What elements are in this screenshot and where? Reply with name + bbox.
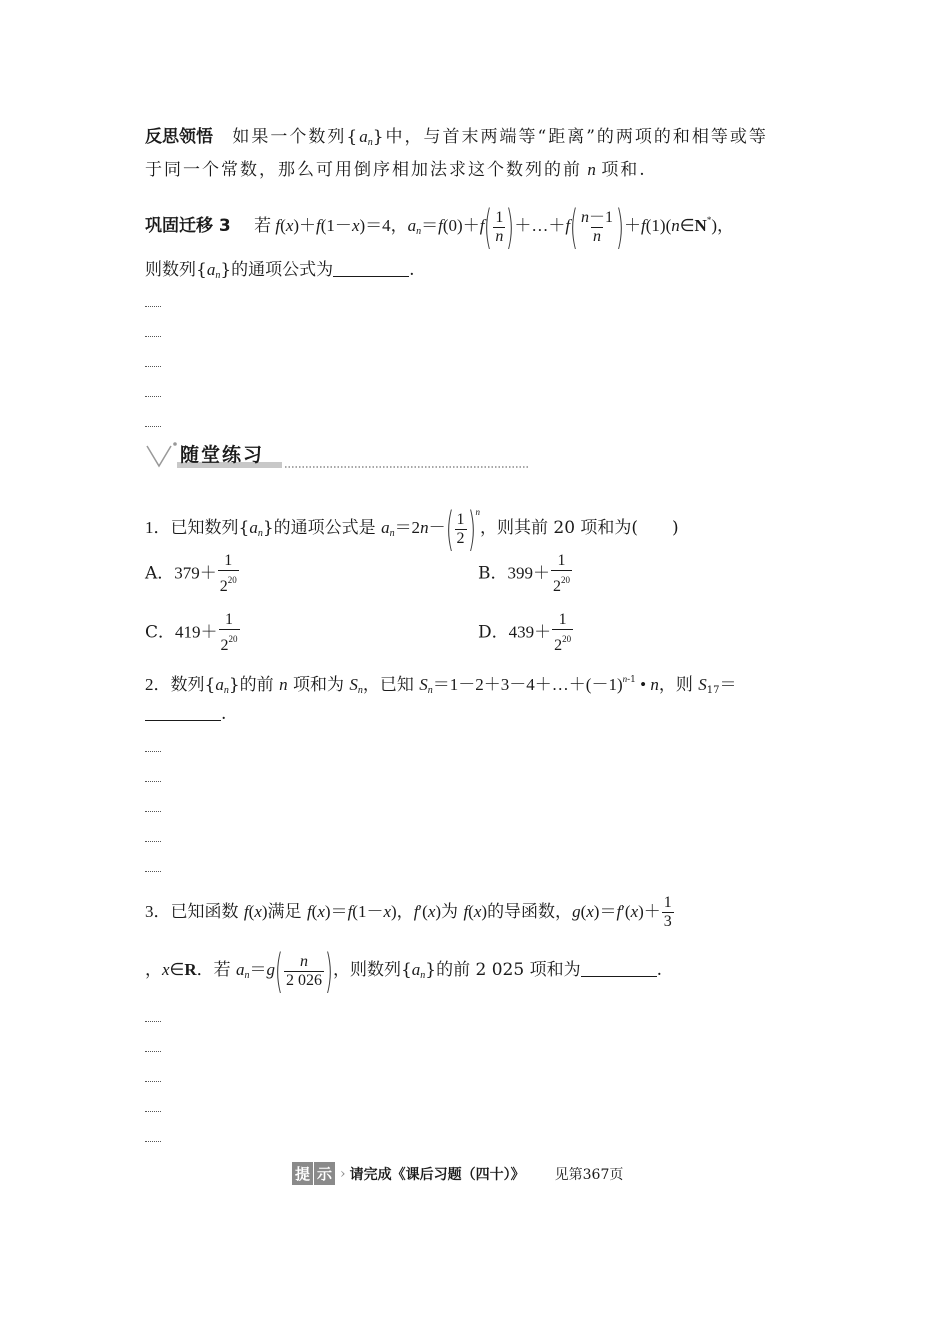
answer-blank[interactable] <box>145 702 221 721</box>
reflection-label: 反思领悟 <box>145 127 213 147</box>
option-d[interactable]: D．439＋ $\frac{1}{2^{20}}$ <box>478 611 572 654</box>
dotted-line <box>145 366 161 367</box>
question-3-line-2: ，x∈R．若 $a_n=g$( $\frac{n}{2 026}$ )，则数列$\{a_n\}$的前 2 025 项和为 . <box>145 944 662 999</box>
option-b[interactable]: B．399＋ $\frac{1}{2^{20}}$ <box>478 552 570 595</box>
dotted-line <box>145 871 161 872</box>
dotted-line <box>145 426 161 427</box>
dotted-line <box>145 1081 161 1082</box>
section-title: 随堂练习 <box>180 444 265 466</box>
footer-hint <box>292 1162 623 1185</box>
page-reference: 见第367页 <box>554 1166 624 1183</box>
consolidation-label: 巩固迁移 3 <box>145 216 231 236</box>
dotted-line <box>145 1141 161 1142</box>
dotted-line <box>145 396 161 397</box>
dotted-line <box>145 306 161 307</box>
hint-tag-2: 示 <box>314 1162 335 1185</box>
hint-tag-1: 提 <box>292 1162 313 1185</box>
question-1: 1．已知数列$\{a_n\}$的通项公式是 $a_n=2n-$( $\frac{1}{2}$ )$^n$，则其前 20 项和为( ) <box>145 502 679 557</box>
consolidation-line-1: 巩固迁移 3 若 f(x)＋f(1－x)＝4，$a_n=f(0)+f$( $\frac{1}{n}$ )＋…＋f( $\frac{n-1}{n}$ )＋f(1)(n∈N*)， <box>145 200 734 255</box>
question-2: 2．数列$\{a_n\}$的前 n 项和为 $S_n$，已知 $S_n=1-2+3-4+\dots+(-1)^{n-1}$ • n，则 $S_{17}=$ <box>145 674 737 696</box>
consolidation-line-2: 则数列$\{a_n\}$的通项公式为 . <box>145 260 415 281</box>
dotted-line <box>145 751 161 752</box>
question-3: 3．已知函数 f(x)满足 f(x)＝f(1－x)，f′(x)为 f(x)的导函数，g(x)＝f′(x)＋ $\frac{1}{3}$ <box>145 894 672 930</box>
dotted-line <box>145 1021 161 1022</box>
dotted-line <box>145 1111 161 1112</box>
dotted-line <box>145 1051 161 1052</box>
reflection-line-1: 反思领悟 如果一个数列$\{a_n\}$中，与首末两端等“距离”的两项的和相等或等 <box>145 127 768 148</box>
option-a[interactable]: A．379＋ $\frac{1}{2^{20}}$ <box>145 552 237 595</box>
dotted-line <box>145 841 161 842</box>
question-2-line-2: . <box>145 702 226 726</box>
chevron-right-icon: › <box>340 1165 346 1182</box>
option-c[interactable]: C．419＋ $\frac{1}{2^{20}}$ <box>145 611 238 654</box>
dotted-line <box>145 781 161 782</box>
hint-text[interactable]: 请完成《课后习题（四十）》 <box>349 1166 525 1183</box>
dotted-line <box>145 811 161 812</box>
reflection-line-2: 于同一个常数，那么可用倒序相加法求这个数列的前 n 项和. <box>145 160 647 180</box>
dotted-line <box>145 336 161 337</box>
answer-blank[interactable] <box>581 958 657 977</box>
answer-blank[interactable] <box>333 258 409 277</box>
